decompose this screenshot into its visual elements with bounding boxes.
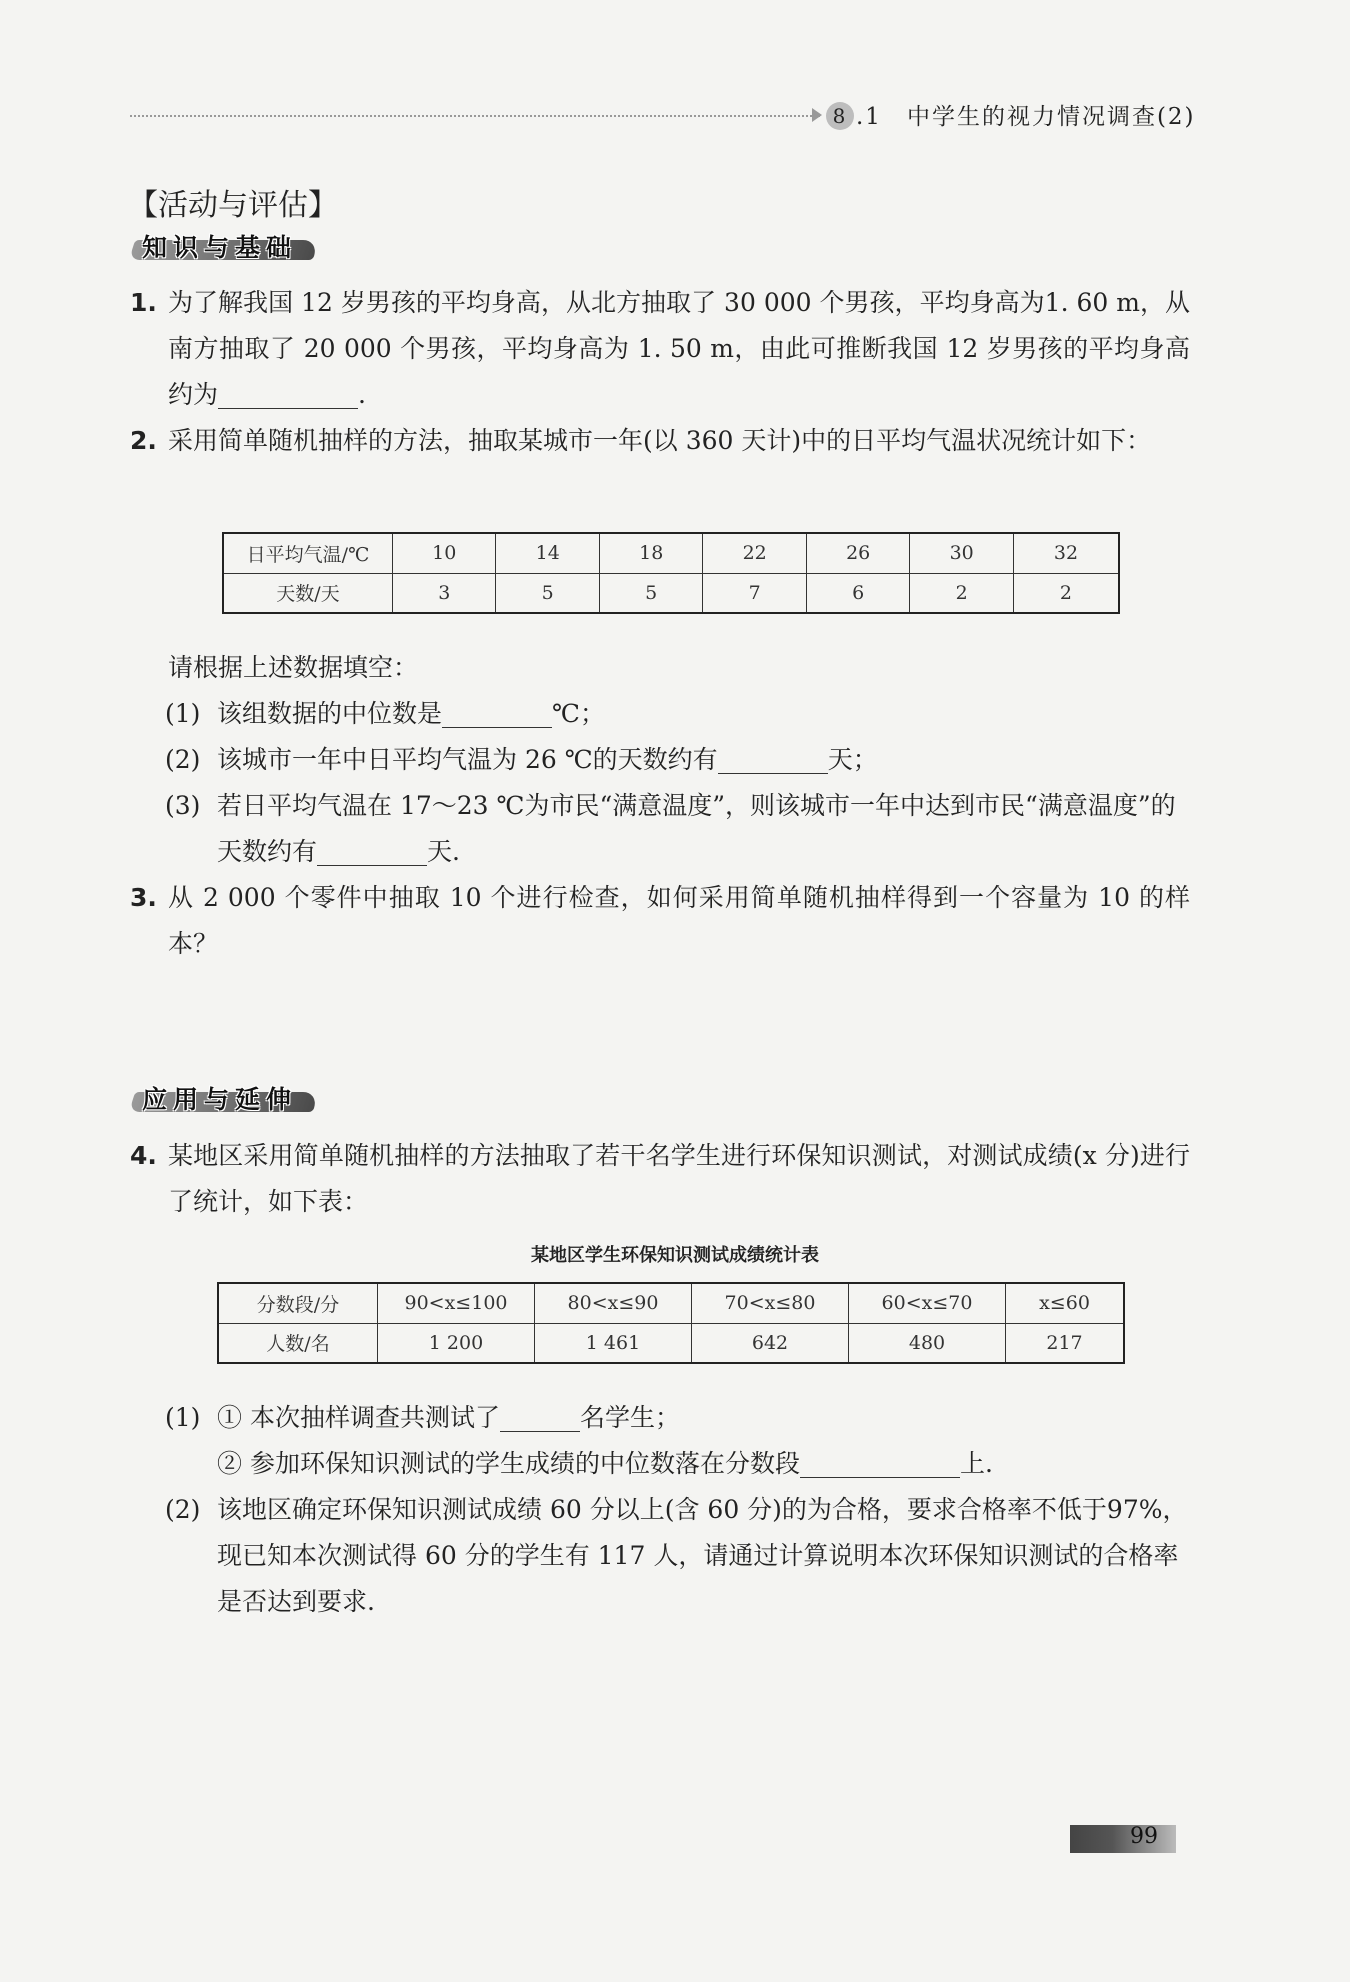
table-cell: 217 bbox=[1006, 1323, 1125, 1363]
header-title bbox=[826, 98, 1196, 131]
table-cell: 10 bbox=[393, 533, 496, 573]
question-text: 采用简单随机抽样的方法，抽取某城市一年(以 360 天计)中的日平均气温状况统计如下： bbox=[168, 426, 1152, 455]
table-header-cell: 天数/天 bbox=[223, 573, 393, 613]
table-row bbox=[223, 533, 1119, 573]
table-cell: 5 bbox=[496, 573, 599, 613]
table-header-cell: 日平均气温/℃ bbox=[223, 533, 393, 573]
question-3 bbox=[130, 875, 1190, 967]
page-number: 99 bbox=[1130, 1824, 1158, 1849]
table-row bbox=[218, 1283, 1124, 1323]
question-2-part-3: (3) 若日平均气温在 17～23 ℃为市民“满意温度”，则该城市一年中达到市民“满意温度”的天数约有 天. bbox=[165, 791, 1176, 866]
table-cell: 1 461 bbox=[535, 1323, 692, 1363]
question-text: 某地区采用简单随机抽样的方法抽取了若干名学生进行环保知识测试，对测试成绩(x 分)进行了统计，如下表： bbox=[168, 1141, 1190, 1216]
answer-blank[interactable] bbox=[317, 835, 427, 866]
answer-blank[interactable] bbox=[500, 1401, 580, 1432]
table-cell: 1 200 bbox=[378, 1323, 535, 1363]
table-cell: 26 bbox=[806, 533, 909, 573]
table-cell: 90<x≤100 bbox=[378, 1283, 535, 1323]
table-cell: 32 bbox=[1013, 533, 1119, 573]
question-2-prompt: 请根据上述数据填空： bbox=[168, 653, 419, 682]
temperature-table bbox=[222, 532, 1120, 614]
table-cell: 18 bbox=[599, 533, 702, 573]
question-number: 4. bbox=[130, 1141, 157, 1170]
table-cell: 7 bbox=[703, 573, 806, 613]
question-number: 1. bbox=[130, 288, 157, 317]
table-cell: 6 bbox=[806, 573, 909, 613]
table-cell: 2 bbox=[1013, 573, 1119, 613]
question-4-part-2: (2) 该地区确定环保知识测试成绩 60 分以上(含 60 分)的为合格，要求合格率不低于97%，现已知本次测试得 60 分的学生有 117 人，请通过计算说明本次环保知识测试的合格率是否达到要求. bbox=[165, 1495, 1188, 1616]
table-header-cell: 分数段/分 bbox=[218, 1283, 378, 1323]
question-number: 3. bbox=[130, 883, 157, 912]
table-cell: 2 bbox=[910, 573, 1013, 613]
subsection-label: 应用与延伸 bbox=[142, 1085, 298, 1114]
table-cell: 30 bbox=[910, 533, 1013, 573]
table-row bbox=[218, 1323, 1124, 1363]
section-title: 【活动与评估】 bbox=[128, 188, 338, 223]
question-2 bbox=[130, 418, 1190, 464]
chapter-mark: 8 bbox=[826, 102, 854, 130]
answer-blank[interactable] bbox=[218, 378, 358, 409]
question-text: 为了解我国 12 岁男孩的平均身高，从北方抽取了 30 000 个男孩，平均身高为1. 60 m，从南方抽取了 20 000 个男孩，平均身高为 1. 50 m，由此可推断我国 12 岁男孩的平均身高约为 bbox=[168, 288, 1190, 409]
question-number: 2. bbox=[130, 426, 157, 455]
table-cell: 5 bbox=[599, 573, 702, 613]
table-cell: 80<x≤90 bbox=[535, 1283, 692, 1323]
table-caption: 某地区学生环保知识测试成绩统计表 bbox=[531, 1245, 819, 1266]
header-rule bbox=[130, 115, 820, 117]
table-cell: 642 bbox=[692, 1323, 849, 1363]
question-4-part-1b: ② 参加环保知识测试的学生成绩的中位数落在分数段 上. bbox=[217, 1449, 993, 1478]
answer-blank[interactable] bbox=[800, 1447, 960, 1478]
table-row bbox=[223, 573, 1119, 613]
table-cell: 22 bbox=[703, 533, 806, 573]
subsection-label: 知识与基础 bbox=[142, 233, 298, 262]
table-cell: 70<x≤80 bbox=[692, 1283, 849, 1323]
question-text: 从 2 000 个零件中抽取 10 个进行检查，如何采用简单随机抽样得到一个容量为 10 的样本？ bbox=[168, 883, 1190, 958]
table-cell: 14 bbox=[496, 533, 599, 573]
table-cell: x≤60 bbox=[1006, 1283, 1125, 1323]
question-2-part-2: (2) 该城市一年中日平均气温为 26 ℃的天数约有 天； bbox=[165, 745, 878, 774]
header-arrow-icon bbox=[812, 108, 822, 122]
subsection-application bbox=[132, 1080, 316, 1114]
subsection-knowledge bbox=[132, 228, 316, 262]
table-header-cell: 人数/名 bbox=[218, 1323, 378, 1363]
score-table bbox=[217, 1282, 1125, 1364]
question-1: 1. 为了解我国 12 岁男孩的平均身高，从北方抽取了 30 000 个男孩，平均身高为1. 60 m，从南方抽取了 20 000 个男孩，平均身高为 1. 50 m，由此可推断我国 12 岁男孩的平均身高约为 . bbox=[130, 280, 1190, 418]
answer-blank[interactable] bbox=[442, 697, 552, 728]
question-2-part-1: (1) 该组数据的中位数是 ℃； bbox=[165, 699, 605, 728]
page-number-badge bbox=[1070, 1825, 1176, 1853]
table-cell: 480 bbox=[849, 1323, 1006, 1363]
header-title-text: .1 中学生的视力情况调查(2) bbox=[856, 104, 1196, 130]
answer-blank[interactable] bbox=[718, 743, 828, 774]
table-cell: 3 bbox=[393, 573, 496, 613]
question-4-part-1a: (1) ① 本次抽样调查共测试了 名学生； bbox=[165, 1403, 680, 1432]
table-cell: 60<x≤70 bbox=[849, 1283, 1006, 1323]
question-4 bbox=[130, 1133, 1190, 1225]
